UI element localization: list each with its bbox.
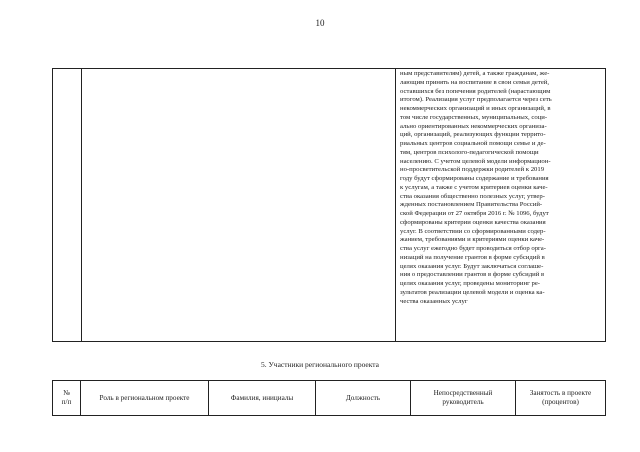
column-divider [81, 69, 82, 341]
header-cell-position: Должность [316, 381, 411, 415]
description-cell-text: ным представителям) детей, а также гражданам, же- лающим принять на воспитание в свои семьи детей, оставшихся без попечения родителей (нарастающим итогом). Реализация услуг предполагается через сеть некоммерческих организаций и иных организаций, в том числе государственных, муниципальных, соци- ально ориентированных некоммерческих организа- ций, организаций, реализующих функции террито- риальных центров социальной помощи семье и де- тям, центров психолого-педагогической помощи населению. С учетом целевой модели информацион- но-просветительской поддержки родителей к 2019 году будут сформированы содержание и требования к услугам, а также с учетом критериев оценки каче- ства оказания общественно полезных услуг, утвер- жденных постановлением Правительства Россий- ской Федерации от 27 октября 2016 г. № 1096, будут сформированы критерии оценки качества оказания услуг. В соответствии со сформированными содер- жанием, требованиями и критериями оценки каче- ства услуг ежегодно будет проводиться отбор орга- низаций на получение грантов в форме субсидий в целях оказания услуг. Будут заключаться соглаше- ния о предоставлении грантов в форме субсидий в целях оказания услуг, проведены мониторинг ре- зультатов реализации целевой модели и оценка ка- чества оказанных услуг [400, 70, 552, 305]
participants-table-header [52, 380, 606, 416]
header-cell-role: Роль в региональном проекте [81, 381, 209, 415]
column-divider [395, 69, 396, 341]
header-cell-name: Фамилия, инициалы [209, 381, 316, 415]
header-cell-number: № п/п [53, 381, 81, 415]
section-title: 5. Участники регионального проекта [260, 360, 380, 369]
page-number: 10 [315, 18, 325, 28]
header-cell-employment: Занятость в проекте (процентов) [529, 389, 592, 406]
header-cell-supervisor: Непосредственный руководитель [411, 381, 516, 415]
continuation-table [52, 68, 606, 342]
